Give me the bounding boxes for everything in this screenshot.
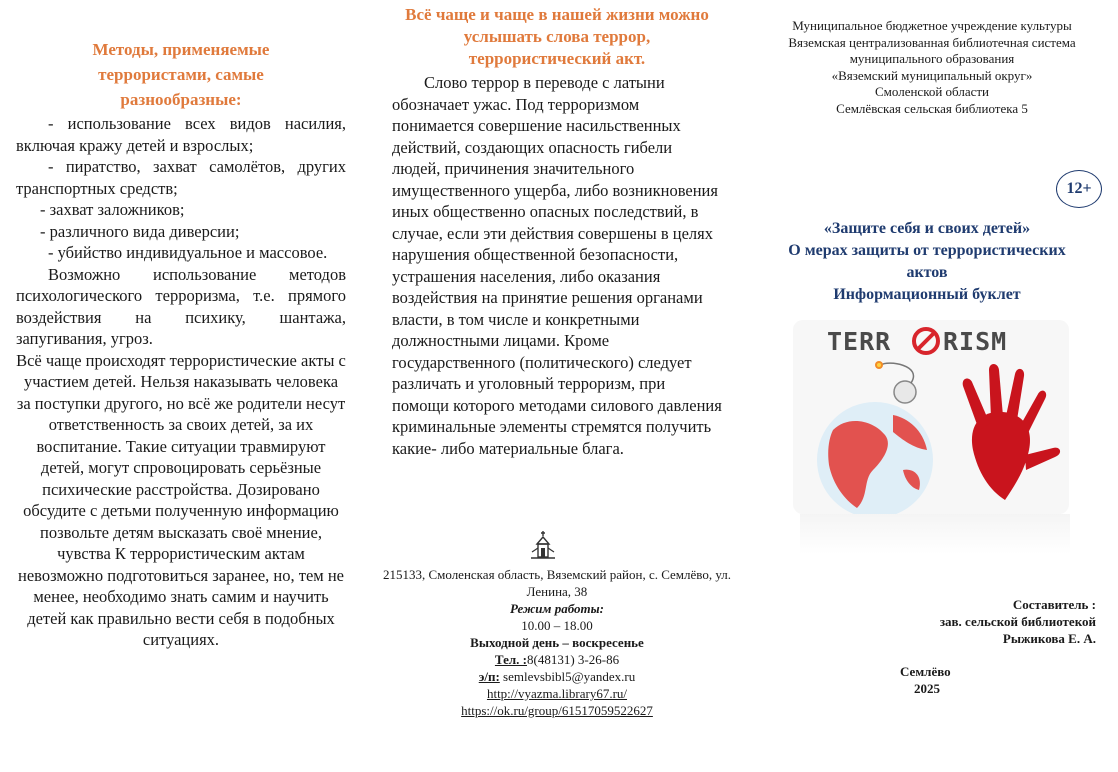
title-block (752, 218, 1102, 306)
institution-line: муниципального образования (849, 51, 1015, 66)
compiler-block (752, 596, 1096, 647)
age-rating-badge: 12+ (1056, 170, 1102, 208)
email-line (382, 668, 732, 685)
compiler-role: зав. сельской библиотекой (939, 614, 1096, 629)
institution-line: Семлёвская сельская библиотека 5 (836, 100, 1028, 116)
middle-heading: Всё чаще и чаще в нашей жизни можно услышать слова террор, террористический акт. (405, 5, 709, 68)
institution-line: Вяземская централизованная библиотечная система (788, 34, 1076, 50)
terrorism-illustration (793, 320, 1069, 514)
compiler-name: Рыжикова Е. А. (1002, 631, 1096, 646)
hours-label: Режим работы: (510, 601, 604, 616)
institution-line: «Вяземский муниципальный округ» (831, 67, 1033, 83)
middle-paragraph: Слово террор в переводе с латыни обозначает ужас. Под терроризмом понимается совершение насильственных действий, создающих опасность гибели людей, причинения значительного имущественного ущерба, либо возникновения иных общественно опасных последствий, в случае, если эти действия совершены в целях нарушения общественной безопасности, устрашения населения, либо оказания воздействия на принятие решения органами власти, в том числе и конкретными должностными лицами. Кроме государственного (политического) следует различать и уголовный терроризм, при помощи которого методами силового давления криминальные элементы стремятся получить какие- либо материальные блага. (392, 73, 722, 458)
institution-block (752, 18, 1112, 117)
booklet-title-1: «Защите себя и своих детей» (823, 220, 1031, 237)
middle-column (382, 0, 732, 718)
list-item: - пиратство, захват самолётов, других транспортных средств; (16, 157, 346, 198)
address: 215133, Смоленская область, Вяземский район, с. Семлёво, ул. Ленина, 38 (382, 567, 732, 599)
year: 2025 (914, 681, 940, 696)
terrorism-poster (793, 320, 1069, 514)
booklet-title-3: Информационный буклет (833, 286, 1021, 303)
phone: 8(48131) 3-26-86 (527, 652, 620, 667)
institution-line: Смоленской области (874, 84, 990, 99)
day-off: Выходной день – воскресенье (470, 635, 644, 650)
institution-line: Муниципальное бюджетное учреждение культуры (792, 18, 1072, 33)
hours: 10.00 – 18.00 (521, 618, 593, 633)
place: Семлёво (900, 664, 951, 679)
left-paragraph-1: Возможно использование методов психологического терроризма, т.е. прямого воздействия на психику, шантажа, запугивания, угроз. (16, 264, 346, 348)
poster-reflection (800, 514, 1070, 554)
left-paragraph-2: Всё чаще происходят террористические акты с участием детей. Нельзя наказывать человека за поступки другого, но всё же родители несут ответственность за своих детей, за их воспитание. Такие ситуации травмируют детей, могут спровоцировать серьёзные психические расстройства. Дозировано обсудите с детьми полученную информацию позвольте детям высказать своё мнение, чувства К террористическим актам невозможно подготовиться заранее, но, тем не менее, необходимо знать самим и научить детей как правильно вести себя в подобных ситуациях. (16, 350, 346, 649)
poster-text-ter: TERR (827, 327, 892, 356)
church-icon (528, 528, 558, 562)
compiler-label: Составитель : (1012, 597, 1096, 612)
place-year-block (900, 663, 951, 697)
poster-text-rism: RISM (943, 327, 1008, 356)
left-column (16, 0, 346, 651)
phone-label: Тел. : (494, 652, 527, 667)
booklet-title-2: О мерах защиты от террористических актов (788, 242, 1066, 281)
email-label: э/п: (478, 669, 500, 684)
website-link[interactable]: http://vyazma.library67.ru/ (486, 686, 628, 701)
left-heading: Методы, применяемые террористами, самые разнообразные: (92, 40, 270, 109)
list-item: - использование всех видов насилия, включая кражу детей и взрослых; (16, 114, 346, 155)
list-item: - различного вида диверсии; (40, 221, 240, 241)
methods-list (16, 113, 346, 264)
globe-icon (817, 402, 933, 514)
email[interactable]: semlevsbibl5@yandex.ru (503, 669, 636, 684)
ok-group-link[interactable]: https://ok.ru/group/61517059522627 (461, 703, 653, 718)
list-item: - захват заложников; (40, 200, 185, 219)
phone-line (382, 651, 732, 668)
list-item: - убийство индивидуальное и массовое. (48, 243, 328, 262)
contact-block (382, 566, 732, 719)
